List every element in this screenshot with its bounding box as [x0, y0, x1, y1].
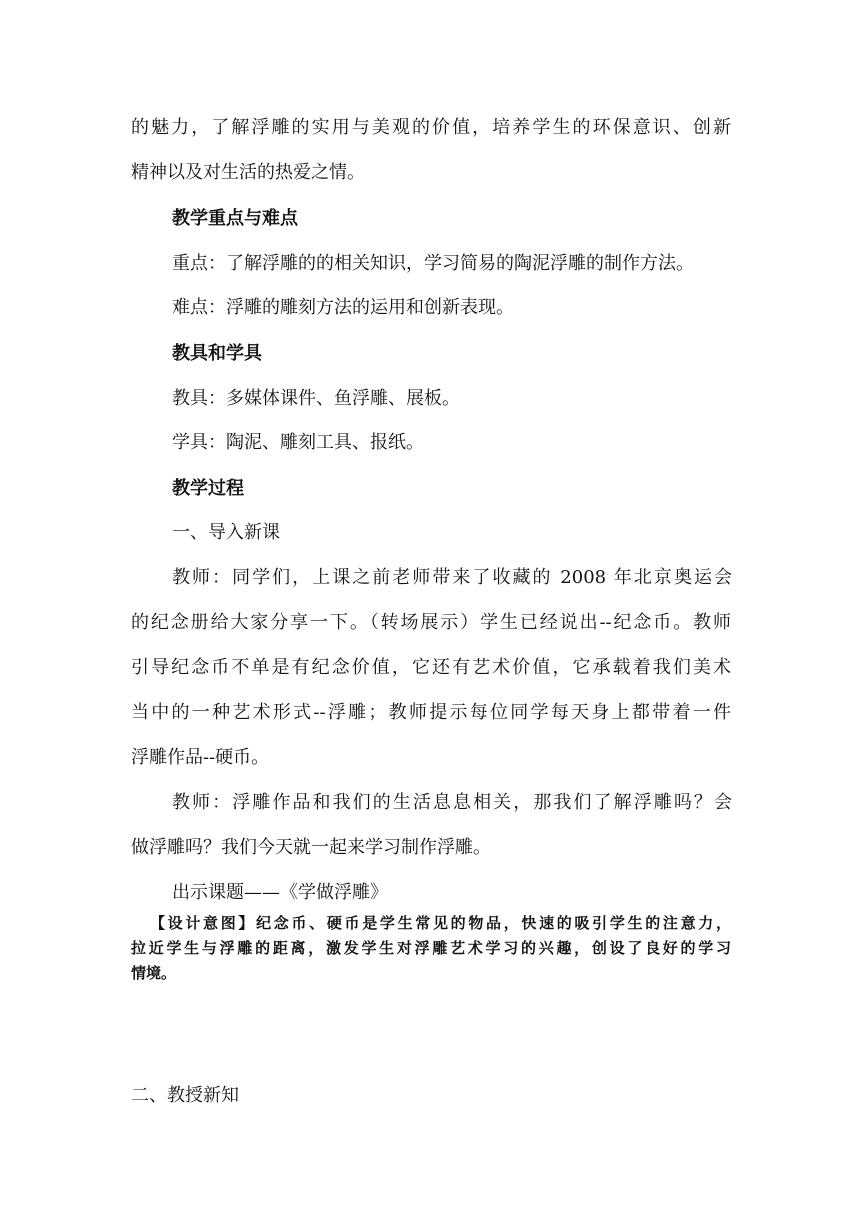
para-1-line-2: 的纪念册给大家分享一下。（转场展示）学生已经说出--纪念币。教师 — [131, 612, 731, 633]
teacher-tools: 教具：多媒体课件、鱼浮雕、展板。 — [172, 388, 460, 409]
intro-line-2: 精神以及对生活的热爱之情。 — [131, 162, 365, 183]
intro-line-1: 的魅力，了解浮雕的实用与美观的价值，培养学生的环保意识、创新 — [131, 117, 731, 138]
para-2-line-1: 教师：浮雕作品和我们的生活息息相关，那我们了解浮雕吗？会 — [172, 792, 732, 813]
section-1-title: 一、导入新课 — [172, 522, 280, 543]
key-point-difficulty: 难点：浮雕的雕刻方法的运用和创新表现。 — [172, 297, 514, 318]
design-intent-line-2: 拉近学生与浮雕的距离，激发学生对浮雕艺术学习的兴趣，创设了良好的学习 — [131, 939, 731, 957]
para-2-line-2: 做浮雕吗？我们今天就一起来学习制作浮雕。 — [131, 837, 491, 858]
key-point-focus: 重点：了解浮雕的的相关知识，学习简易的陶泥浮雕的制作方法。 — [172, 253, 694, 274]
para-1-line-3: 引导纪念币不单是有纪念价值，它还有艺术价值，它承载着我们美术 — [131, 657, 731, 678]
key-points-heading: 教学重点与难点 — [172, 208, 298, 229]
para-1-line-5: 浮雕作品--硬币。 — [131, 747, 270, 768]
design-intent-line-1: 【设计意图】纪念币、硬币是学生常见的物品，快速的吸引学生的注意力， — [150, 914, 731, 932]
para-1-line-4: 当中的一种艺术形式--浮雕；教师提示每位同学每天身上都带着一件 — [131, 702, 731, 723]
tools-heading: 教具和学具 — [172, 343, 262, 364]
student-tools: 学具：陶泥、雕刻工具、报纸。 — [172, 432, 424, 453]
process-heading: 教学过程 — [172, 478, 244, 499]
topic-line: 出示课题——《学做浮雕》 — [172, 882, 388, 903]
section-2-title: 二、教授新知 — [131, 1085, 239, 1106]
para-1-line-1: 教师：同学们，上课之前老师带来了收藏的 2008 年北京奥运会 — [172, 567, 732, 588]
design-intent-line-3: 情境。 — [131, 964, 177, 982]
